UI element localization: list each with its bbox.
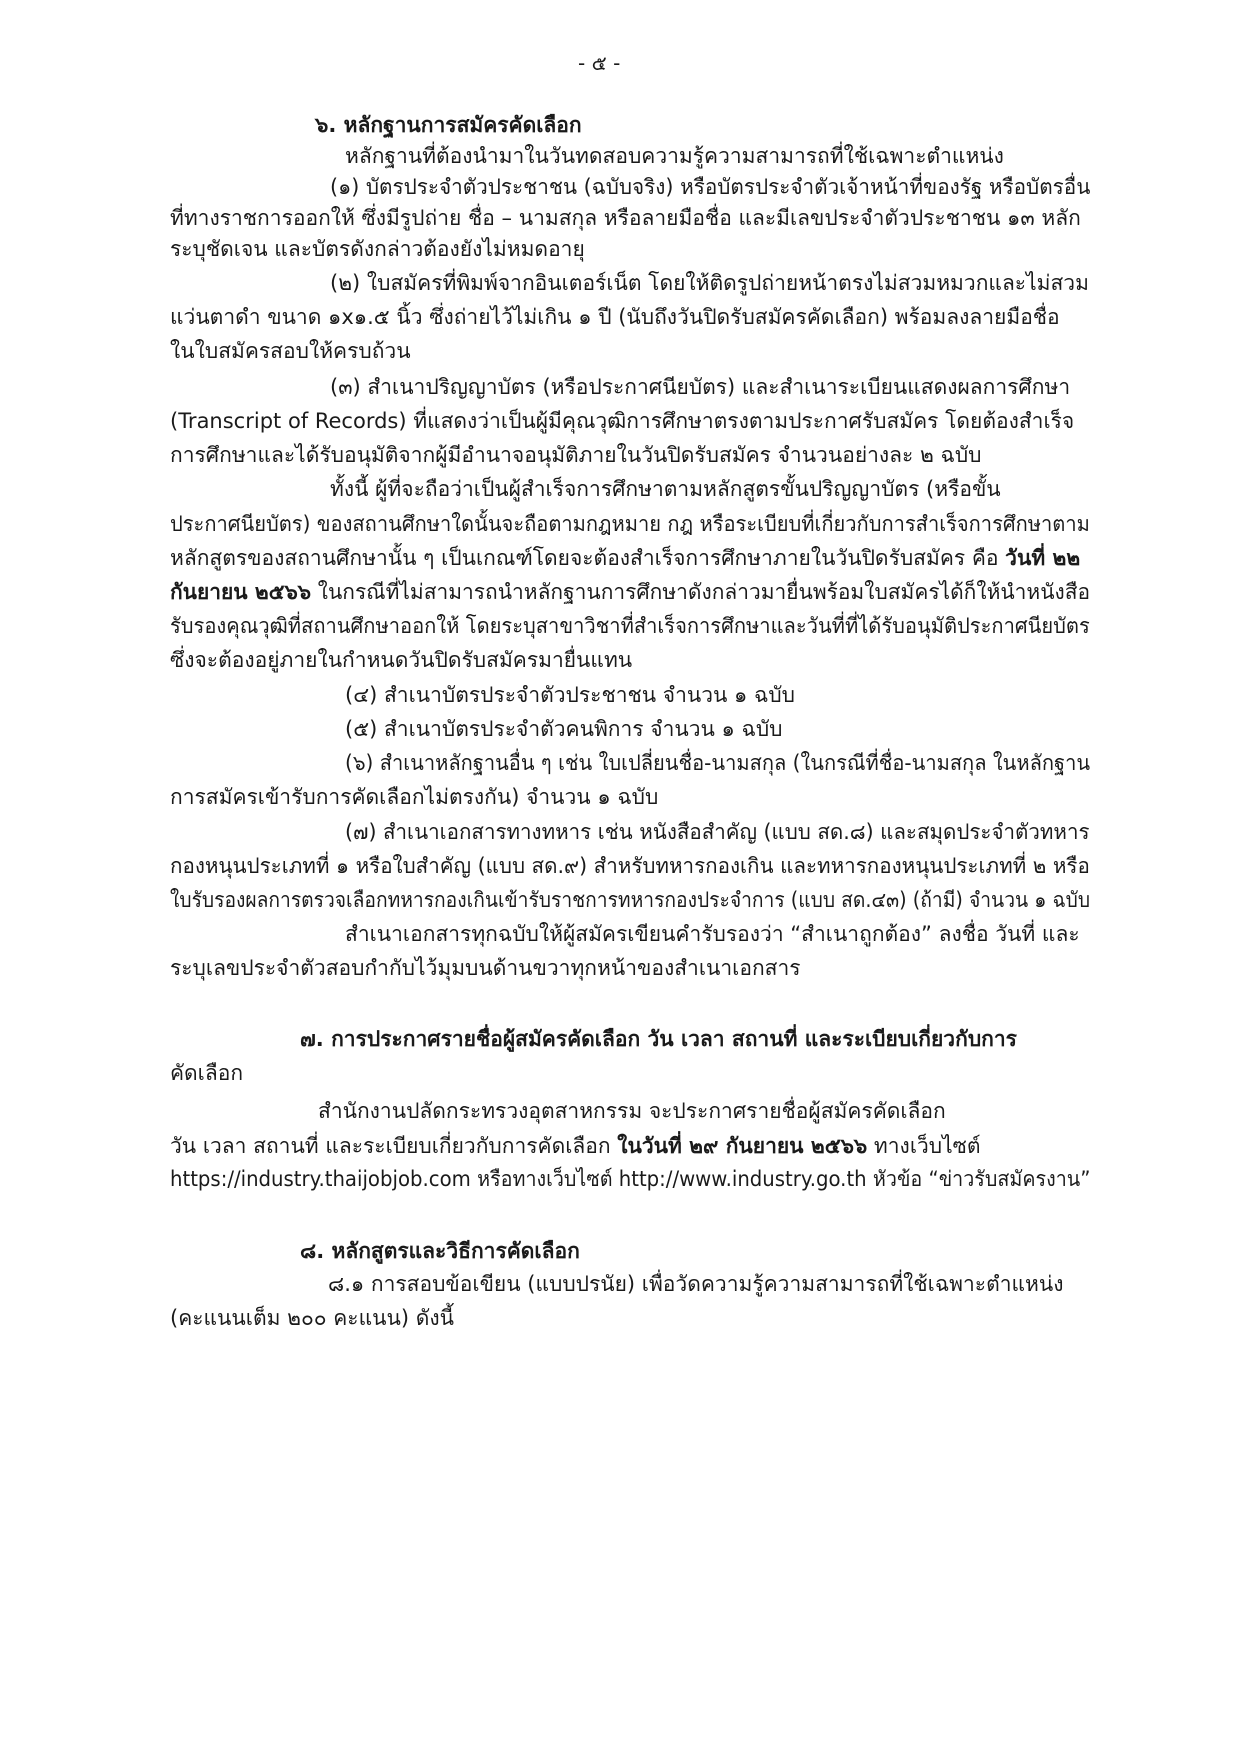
note-line-4 (170, 577, 1090, 607)
item-1-line-3: ระบุชัดเจน และบัตรดังกล่าวต้องยังไม่หมดอายุ (170, 237, 585, 261)
section-8-heading: ๘. หลักสูตรและวิธีการคัดเลือก (300, 1239, 580, 1263)
section-8-line-2: (คะแนนเต็ม ๒๐๐ คะแนน) ดังนี้ (170, 1306, 454, 1330)
note-line-5: รับรองคุณวุฒิที่สถานศึกษาออกให้ โดยระบุสาขาวิชาที่สำเร็จการศึกษาและวันที่ที่ได้รับอนุมัติประกาศนียบัตร (170, 614, 1090, 638)
section-8-line-1: ๘.๑ การสอบข้อเขียน (แบบปรนัย) เพื่อวัดความรู้ความสามารถที่ใช้เฉพาะตำแหน่ง (328, 1272, 1064, 1296)
note-line-3-text: หลักสูตรของสถานศึกษานั้น ๆ เป็นเกณฑ์โดยจะต้องสำเร็จการศึกษาภายในวันปิดรับสมัคร คือ (170, 546, 1006, 570)
item-7-line-3: ใบรับรองผลการตรวจเลือกทหารกองเกินเข้ารับราชการทหารกองประจำการ (แบบ สด.๔๓) (ถ้ามี) จำนวน ๑ ฉบับ (170, 888, 1091, 912)
item-1-line-2: ที่ทางราชการออกให้ ซึ่งมีรูปถ่าย ชื่อ – นามสกุล หรือลายมือชื่อ และมีเลขประจำตัวประชาชน ๑๓ หลัก (170, 206, 1081, 230)
copy-note-line-1: สำเนาเอกสารทุกฉบับให้ผู้สมัครเขียนคำรับรองว่า “สำเนาถูกต้อง” ลงชื่อ วันที่ และ (345, 922, 1080, 946)
item-3-line-1: (๓) สำเนาปริญญาบัตร (หรือประกาศนียบัตร) และสำเนาระเบียนแสดงผลการศึกษา (330, 375, 1071, 399)
item-6-line-2: การสมัครเข้ารับการคัดเลือกไม่ตรงกัน) จำนวน ๑ ฉบับ (170, 785, 659, 809)
note-line-4-text: ในกรณีที่ไม่สามารถนำหลักฐานการศึกษาดังกล่าวมายื่นพร้อมใบสมัครได้ก็ให้นำหนังสือ (311, 580, 1091, 604)
section-7-line-3: https://industry.thaijobjob.com หรือทางเว็บไซต์ http://www.industry.go.th หัวข้อ “ข่าวรับสมัครงาน” (170, 1167, 1091, 1191)
item-2-line-3: ในใบสมัครสอบให้ครบถ้วน (170, 339, 411, 363)
page-number: - ๕ - (578, 51, 621, 75)
section-7-line-1: สำนักงานปลัดกระทรวงอุตสาหกรรม จะประกาศรายชื่อผู้สมัครคัดเลือก (318, 1099, 946, 1123)
item-7-line-1: (๗) สำเนาเอกสารทางทหาร เช่น หนังสือสำคัญ (แบบ สด.๘) และสมุดประจำตัวทหาร (345, 820, 1090, 844)
note-line-6: ซึ่งจะต้องอยู่ภายในกำหนดวันปิดรับสมัครมายื่นแทน (170, 648, 633, 672)
item-3-line-2: (Transcript of Records) ที่แสดงว่าเป็นผู้มีคุณวุฒิการศึกษาตรงตามประกาศรับสมัคร โดยต้องสำเร็จ (170, 409, 1075, 433)
copy-note-line-2: ระบุเลขประจำตัวสอบกำกับไว้มุมบนด้านขวาทุกหน้าของสำเนาเอกสาร (170, 956, 801, 980)
note-line-3 (170, 543, 1080, 573)
closing-date-day: วันที่ ๒๒ (1005, 546, 1081, 570)
item-3-line-3: การศึกษาและได้รับอนุมัติจากผู้มีอำนาจอนุมัติภายในวันปิดรับสมัคร จำนวนอย่างละ ๒ ฉบับ (170, 443, 982, 467)
item-2-line-2: แว่นตาดำ ขนาด ๑x๑.๕ นิ้ว ซึ่งถ่ายไว้ไม่เกิน ๑ ปี (นับถึงวันปิดรับสมัครคัดเลือก) พร้อมลงลายมือชื่อ (170, 305, 1060, 329)
item-2-line-1: (๒) ใบสมัครที่พิมพ์จากอินเตอร์เน็ต โดยให้ติดรูปถ่ายหน้าตรงไม่สวมหมวกและไม่สวม (330, 271, 1089, 295)
note-line-1: ทั้งนี้ ผู้ที่จะถือว่าเป็นผู้สำเร็จการศึกษาตามหลักสูตรขั้นปริญญาบัตร (หรือขั้น (330, 477, 1001, 501)
item-4: (๔) สำเนาบัตรประจำตัวประชาชน จำนวน ๑ ฉบับ (345, 683, 796, 707)
announcement-date: ในวันที่ ๒๙ กันยายน ๒๕๖๖ (617, 1134, 868, 1158)
section-6-heading: ๖. หลักฐานการสมัครคัดเลือก (315, 113, 582, 137)
closing-date-month-year: กันยายน ๒๕๖๖ (170, 580, 312, 604)
section-6-intro: หลักฐานที่ต้องนำมาในวันทดสอบความรู้ความสามารถที่ใช้เฉพาะตำแหน่ง (345, 144, 1004, 168)
item-5: (๕) สำเนาบัตรประจำตัวคนพิการ จำนวน ๑ ฉบับ (345, 717, 783, 741)
note-line-2: ประกาศนียบัตร) ของสถานศึกษาใดนั้นจะถือตามกฎหมาย กฎ หรือระเบียบที่เกี่ยวกับการสำเร็จการศึกษาตาม (170, 512, 1090, 536)
section-7-line-2-text: วัน เวลา สถานที่ และระเบียบเกี่ยวกับการคัดเลือก (170, 1134, 618, 1158)
item-1-line-1: (๑) บัตรประจำตัวประชาชน (ฉบับจริง) หรือบัตรประจำตัวเจ้าหน้าที่ของรัฐ หรือบัตรอื่น (330, 175, 1091, 199)
section-7-heading-line-2: คัดเลือก (170, 1061, 244, 1085)
section-7-heading-line-1: ๗. การประกาศรายชื่อผู้สมัครคัดเลือก วัน เวลา สถานที่ และระเบียบเกี่ยวกับการ (300, 1027, 1017, 1051)
item-6-line-1: (๖) สำเนาหลักฐานอื่น ๆ เช่น ใบเปลี่ยนชื่อ-นามสกุล (ในกรณีที่ชื่อ-นามสกุล ในหลักฐาน (345, 751, 1091, 775)
section-7-line-2 (170, 1131, 981, 1161)
item-7-line-2: กองหนุนประเภทที่ ๑ หรือใบสำคัญ (แบบ สด.๙) สำหรับทหารกองเกิน และทหารกองหนุนประเภทที่ ๒ หรือ (170, 854, 1090, 878)
section-7-line-2-suffix: ทางเว็บไซต์ (867, 1134, 981, 1158)
